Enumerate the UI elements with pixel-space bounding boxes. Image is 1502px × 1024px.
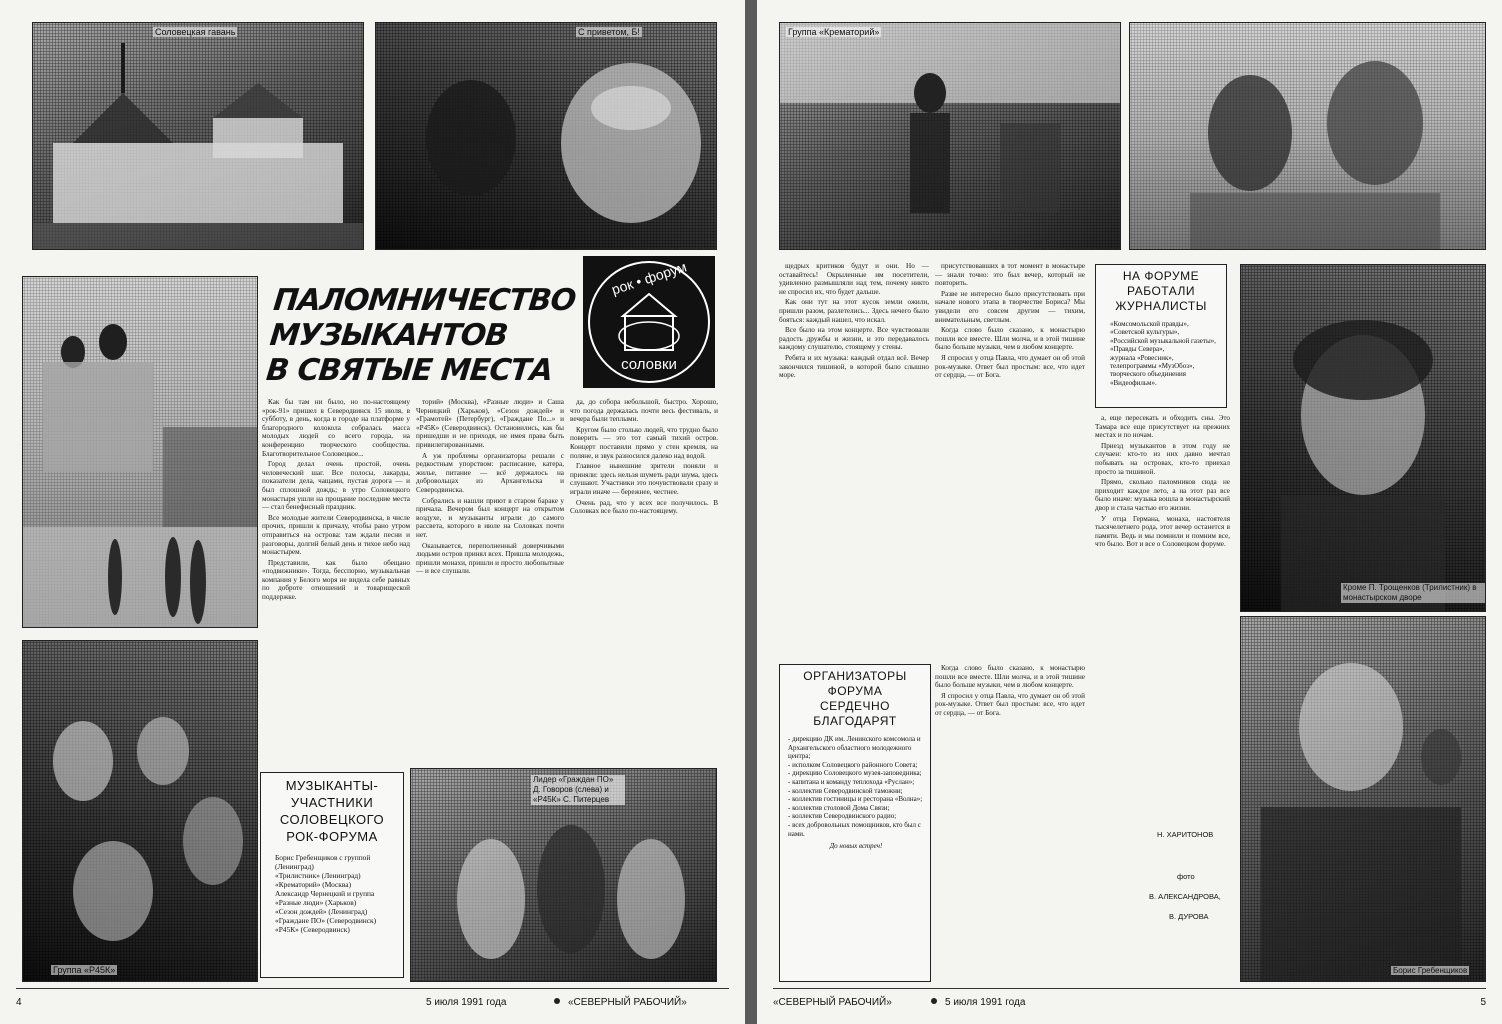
photo-portrait-couple [1129, 22, 1486, 250]
photographer-2: В. ДУРОВА [1169, 912, 1209, 921]
monastery-yard-shapes [23, 277, 257, 627]
list-item: - дирекцию Соловецкого музея-заповедника; [788, 769, 922, 778]
list-item: «Р45К» (Северодвинск) [275, 925, 350, 934]
paragraph: присутствовавших в тот момент в монастыре — знали точно: это был вечер, который не повторить. [935, 262, 1085, 288]
list-item: - коллектив Северодвинской таможни; [788, 786, 903, 795]
photo-with-greeting [375, 22, 717, 250]
paragraph: Ребята и их музыка: каждый отдал всё. Вечер закончился тишиной, в которой было слышно море. [779, 353, 929, 380]
monastery-silhouette [33, 23, 363, 249]
list-item: - всех добровольных помощников, кто был с нами. [788, 820, 921, 838]
photographer-1: В. АЛЕКСАНДРОВА, [1149, 892, 1221, 901]
list-item: «Российской музыкальной газеты», [1110, 336, 1216, 345]
paragraph: Приезд музыкантов в этом году не случаен: кто-то из них давно мечтал побывать на островах, кто-то приехал просто за тишиной. [1095, 441, 1230, 476]
footer-date: 5 июля 1991 года [945, 997, 1026, 1008]
paragraph: Город делал очень простой, очень человеческий шаг. Все полосы, лакарды, показатели дела, чащами, пустая дорога — и был сплошной дождь; в утро Соловецкого монастыря ушли на прощание последние места — стал бенефисный праздник. [262, 460, 410, 512]
title-line: СОЛОВЕЦКОГО [279, 812, 385, 827]
author-signature: Н. ХАРИТОНОВ [1157, 830, 1214, 839]
paragraph: а, еще пересекать и обходить сны. Это Тамара все еще присутствует на прежних местах и по ночам. [1095, 414, 1230, 440]
title-line: ФОРУМА [827, 684, 883, 698]
list-item: телепрограммы «МузОбоз», [1110, 362, 1195, 371]
headline [264, 283, 595, 388]
list-item: «Крематорий» (Москва) [275, 880, 352, 889]
logo-text-bottom: соловки [621, 356, 677, 373]
list-item: «Комсомольской правды», [1110, 320, 1189, 328]
title-line: ОРГАНИЗАТОРЫ [803, 669, 907, 683]
caption-troshchenkov: Кроме П. Трощенков (Трилистник) в монастырском дворе [1341, 583, 1485, 603]
photo-troshchenkov [1240, 264, 1486, 612]
list-item: - исполком Соловецкого районного Совета; [788, 760, 918, 769]
stage-shapes [780, 23, 1120, 249]
article-column-3 [570, 398, 718, 758]
article-column-2-continued [935, 664, 1085, 980]
list-item: - дирекцию ДК им. Ленинского комсомола и Архангельского областного молодежного центра; [788, 735, 921, 761]
title-line: РАБОТАЛИ [1127, 284, 1195, 298]
paragraph: Разве не интересно было присутствовать при начале нового этапа в творчестве Бориса? Мы увидели его совсем другим — тихим, внимательным, светлым. [935, 289, 1085, 324]
bullet-icon [554, 998, 560, 1004]
participants-box [260, 772, 404, 978]
journalists-title [1096, 269, 1226, 314]
paragraph: Как они тут на этот кусок земли ожили, пришли разом, разлетелись... Здесь нечего было бояться: каждый нашел, что искал. [779, 298, 929, 324]
caption-group: Лидер «Граждан ПО» Д. Говоров (слева) и «Р45К» С. Питерцев [531, 775, 625, 805]
closing-line: До новых встреч! [829, 842, 883, 851]
paragraph: Главное нынешние зрители поняли и приняли: здесь нельзя шуметь ради шума, здесь слушают. Участники это почувствовали сразу и играли иначе — бережнее, честнее. [570, 462, 718, 496]
portrait-shapes [376, 23, 716, 249]
page-number: 4 [16, 997, 22, 1008]
caption-group-p45k: Группа «Р45К» [53, 965, 116, 975]
rock-forum-logo [583, 256, 715, 388]
list-item: «Сезон дождей» (Ленинград) [275, 907, 368, 916]
list-item: - капитана и команду теплохода «Руслан»; [788, 777, 915, 786]
caption-bottom-right: Борис Гребенщиков [1393, 966, 1468, 975]
paragraph: А уж проблемы организаторы решали с редкостным упорством: расписание, катера, жилье, питание — всё держалось на добровольцах из Архангельска и Северодвинска. [416, 451, 564, 494]
participants-list [275, 853, 397, 934]
paragraph: Я спросил у отца Павла, что думает он об этой рок-музыке. Ответ был простым: все, что идет от сердца, — от Бога. [935, 353, 1085, 380]
photo-solovki-harbor [32, 22, 364, 250]
footer-date: 5 июля 1991 года [426, 997, 507, 1008]
title-line: БЛАГОДАРЯТ [813, 714, 897, 728]
footer-paper-title: «СЕВЕРНЫЙ РАБОЧИЙ» [773, 997, 892, 1008]
journalists-box [1095, 264, 1227, 408]
right-footer [773, 988, 1486, 1015]
right-page [757, 0, 1502, 1024]
photo-bottom-right [1240, 616, 1486, 982]
photo-monastery-yard [22, 276, 258, 628]
participants-title [261, 777, 403, 845]
list-item: «Трилистник» (Ленинград) [275, 871, 361, 880]
article-column-3 [1095, 414, 1230, 714]
list-item: - коллектив Северодвинского радио; [788, 812, 897, 821]
list-item: журнала «Ровесник», [1110, 353, 1174, 362]
title-line: СЕРДЕЧНО [820, 699, 890, 713]
paragraph: да, до собора небольшой, быстро. Хорошо, что погода держалась почти весь фестиваль, и вечера были теплыми. [570, 398, 718, 424]
paragraph: У отца Германа, монаха, настоятеля тысячелетнего рода, этот вечер останется в памяти. Ведь и мы помнили и помним все, что было. Вот и все о Соловецком форуме. [1095, 514, 1230, 549]
paragraph: Как бы там ни было, но по-настоящему «рок-91» пришел в Северодвинск 15 июля, в субботу, в день, когда в городе на платформе у благородного колокола собралась масса молодых людей со всего города, на конференцию творческого сообщества. Благотворительное Соловецкое... [262, 398, 410, 458]
paragraph: Кругом было столько людей, что трудно было поверить — это тот самый тихий остров. Концерт поставили прямо у стен кремля, на поляне, и звук разносился далеко над водой. [570, 425, 718, 460]
article-column-2 [416, 398, 564, 758]
journalists-list [1110, 320, 1220, 387]
paragraph: Когда слово было сказано, к монастырю пошли все вместе. Шли молча, и в этой тишине было больше музыки, чем в любом концерте. [935, 326, 1085, 352]
crowd-shapes [23, 641, 257, 981]
headline-line-2: МУЗЫКАНТОВ [268, 318, 509, 353]
photo-group-p45k [22, 640, 258, 982]
paragraph: торий» (Москва), «Разные люди» и Саша Черницкий (Харьков), «Сезон дождей» и «Грамотей» (Петербург), «Граждане По...» и «Р45К» (Северодвинск). Остановились, как бы пришедши и не приходя, не имея права быть привилегированными. [416, 398, 564, 449]
bullet-icon [931, 998, 937, 1004]
portrait-couple-shapes [1130, 23, 1485, 249]
article-column-1 [262, 398, 410, 758]
photo-label: фото [1177, 872, 1195, 881]
title-line: МУЗЫКАНТЫ- [285, 778, 379, 793]
paragraph: Я спросил у отца Павла, что думает он об этой рок-музыке. Ответ был простым: все, что идет от сердца, — от Бога. [935, 691, 1085, 717]
caption-kremator: Группа «Крематорий» [788, 27, 880, 37]
paragraph: Когда слово было сказано, к монастырю пошли все вместе. Шли молча, и в этой тишине было больше музыки, чем в любом концерте. [935, 664, 1085, 690]
organizers-list [788, 735, 924, 851]
list-item: - коллектив гостиницы и ресторана «Волна»; [788, 795, 923, 804]
title-line: ЖУРНАЛИСТЫ [1115, 299, 1207, 313]
paragraph: Собрались и нашли приют в старом бараке у причала. Вечером был концерт на открытом воздухе, и музыканты играли до самого рассвета, которого в июле на Соловках почти нет. [416, 496, 564, 539]
article-column-2 [935, 262, 1085, 652]
list-item: творческого объединения «Видеофильм». [1110, 370, 1186, 387]
list-item: - коллектив столовой Дома Связи; [788, 803, 890, 812]
paragraph: Все было на этом концерте. Все чувствовали радость дружбы и жизни, и это передавалось каждому слушателю, стоящему у стены. [779, 326, 929, 352]
photo-musicians-group [410, 768, 717, 982]
photo-kremator [779, 22, 1121, 250]
title-line: УЧАСТНИКИ [290, 795, 374, 810]
caption-with-greeting: С приветом, Б! [578, 27, 640, 37]
caption-solovki-harbor: Соловецкая гавань [155, 27, 236, 37]
list-item: «Правды Севера», [1110, 345, 1165, 354]
logo-text-top: рок • форум [609, 258, 689, 298]
paragraph: Прямо, сколько паломников сюда не приходит каждое лето, а на этот раз все было иначе: музыка вошла в монастырский двор и стала частью его жизни. [1095, 478, 1230, 512]
footer-paper-title: «СЕВЕРНЫЙ РАБОЧИЙ» [568, 997, 687, 1008]
paragraph: Представили, как было обещано «подвижники». Тогда, бесспорно, музыкальная компания у Белого моря не видела себе равных по доброте отношений и товарищеской поддержке. [262, 558, 410, 602]
musician-shapes [1241, 617, 1485, 981]
paragraph: Очень рад, что у всех все получилось. В Соловках все было по-настоящему. [570, 498, 718, 516]
paragraph: щедрых критиков будут и они. Но — оставайтесь! Окрыленные им посетители, удивленно размышляли над тем, почему никто не спросил их, что будет дальше. [779, 262, 929, 296]
page-number: 5 [1480, 997, 1486, 1008]
paragraph: Оказывается, переполненный доверчивыми людьми остров принял всех. Пришла молодежь, пришли монахи, пришли и просто любопытные — и все слушали. [416, 541, 564, 576]
portrait-shapes [1241, 265, 1485, 611]
left-page [0, 0, 745, 1024]
organizers-title [780, 669, 930, 729]
list-item: «Советской культуры», [1110, 328, 1180, 337]
paragraph: Все молодые жители Северодвинска, в числе прочих, пришли к причалу, чтобы рано утром отправиться на острова: там ждали песни и разговоры, долгий белый день и тихое небо над монастырем. [262, 513, 410, 557]
headline-line-3: В СВЯТЫЕ МЕСТА [264, 353, 554, 388]
title-line: РОК-ФОРУМА [286, 829, 378, 844]
title-line: НА ФОРУМЕ [1122, 269, 1200, 283]
organizers-box [779, 664, 931, 982]
list-item: «Граждане ПО» (Северодвинск) [275, 916, 377, 925]
list-item: Борис Гребенщиков с группой (Ленинград) [275, 853, 371, 871]
list-item: Александр Чернецкий и группа «Разные люди» (Харьков) [275, 889, 375, 907]
left-footer [16, 988, 729, 1015]
headline-line-1: ПАЛОМНИЧЕСТВО [271, 283, 577, 318]
